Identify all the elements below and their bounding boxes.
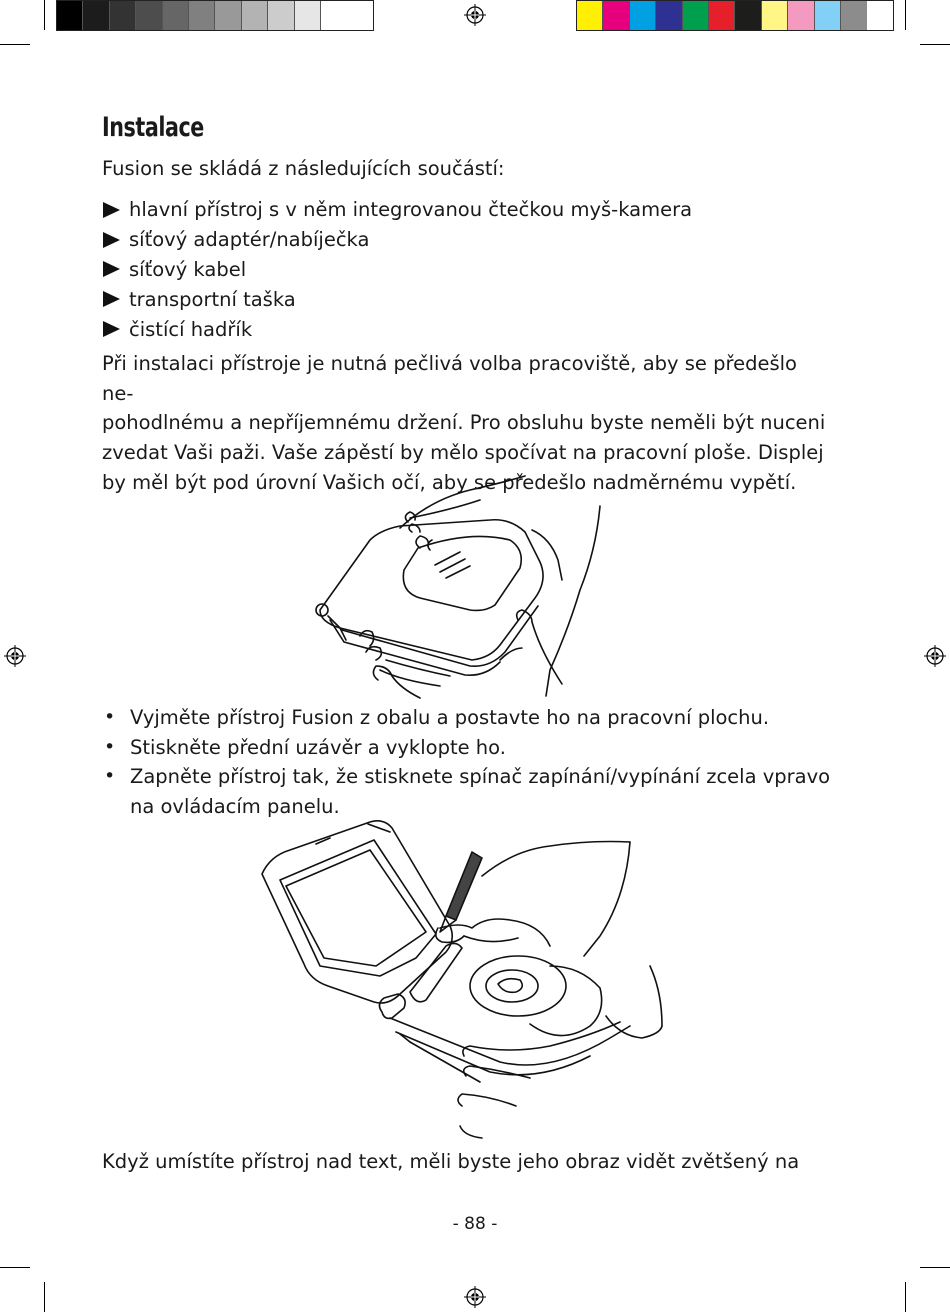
- list-item: • Vyjměte přístroj Fusion z obalu a postavte ho na pracovní plochu.: [102, 703, 832, 733]
- paragraph-line: pohodlnému a nepříjemnému držení. Pro obsluhu byste neměli být nuceni: [102, 411, 826, 435]
- color-swatch: [735, 1, 761, 30]
- color-swatch: [815, 1, 841, 30]
- intro-text: Fusion se skládá z následujících součástí:: [102, 157, 505, 180]
- color-swatch: [603, 1, 629, 30]
- paragraph-line: Při instalaci přístroje je nutná pečlivá volba pracoviště, aby se předešlo ne-: [102, 352, 797, 405]
- triangle-bullet-icon: [103, 202, 120, 218]
- triangle-bullet-icon: [103, 321, 120, 337]
- gray-swatch: [295, 1, 321, 30]
- triangle-bullet-icon: [103, 232, 120, 248]
- steps-list: [102, 703, 832, 821]
- gray-swatch: [215, 1, 241, 30]
- gray-swatch: [321, 1, 347, 30]
- gray-swatch: [268, 1, 294, 30]
- gray-swatch: [189, 1, 215, 30]
- open-device-illustration: [250, 816, 670, 1146]
- registration-mark-left-icon: [4, 645, 26, 667]
- color-swatch: [683, 1, 709, 30]
- list-item: • Zapněte přístroj tak, že stisknete spínač zapínání/vypínání zcela vpravo na ovládacím panelu.: [102, 762, 832, 821]
- paragraph-line: zvedat Vaši paži. Vaše zápěstí by mělo spočívat na pracovní ploše. Displej: [102, 441, 824, 465]
- crop-mark-top-left-v: [44, 0, 45, 30]
- crop-mark-bottom-right-v: [905, 1282, 906, 1312]
- list-item: • Stiskněte přední uzávěr a vyklopte ho.: [102, 733, 832, 763]
- bullet-dot-icon: •: [104, 706, 116, 728]
- closed-device-hands-illustration: [300, 470, 620, 700]
- component-list: [102, 195, 692, 344]
- list-item: transportní taška: [102, 284, 692, 314]
- list-item: síťový adaptér/nabíječka: [102, 225, 692, 255]
- color-swatch: [709, 1, 735, 30]
- bullet-dot-icon: •: [104, 765, 116, 787]
- triangle-bullet-icon: [103, 261, 120, 277]
- gray-swatch: [136, 1, 162, 30]
- list-item: hlavní přístroj s v něm integrovanou čtečkou myš-kamera: [102, 195, 692, 225]
- registration-mark-bottom-icon: [464, 1286, 486, 1308]
- list-item: čistící hadřík: [102, 314, 692, 344]
- color-swatch: [762, 1, 788, 30]
- color-swatch: [788, 1, 814, 30]
- page-number: - 88 -: [452, 1214, 498, 1234]
- list-item: síťový kabel: [102, 255, 692, 285]
- crop-mark-top-right-v: [905, 0, 906, 30]
- crop-mark-bottom-left-v: [44, 1282, 45, 1312]
- color-swatch: [577, 1, 603, 30]
- color-swatch: [656, 1, 682, 30]
- registration-mark-top-icon: [464, 4, 486, 26]
- gray-swatch: [83, 1, 109, 30]
- gray-swatch: [242, 1, 268, 30]
- registration-mark-right-icon: [924, 645, 946, 667]
- gray-swatch: [110, 1, 136, 30]
- triangle-bullet-icon: [103, 291, 120, 307]
- grayscale-calibration-bar: [56, 0, 374, 31]
- color-swatch: [630, 1, 656, 30]
- bullet-dot-icon: •: [104, 735, 116, 758]
- paragraph-line: by měl být pod úrovní Vašich očí, aby se předešlo nadměrnému vypětí.: [102, 470, 797, 494]
- section-title: Instalace: [102, 112, 204, 143]
- crop-mark-top-right-h: [920, 44, 950, 45]
- color-calibration-bar: [576, 0, 894, 31]
- crop-mark-bottom-right-h: [920, 1267, 950, 1268]
- crop-mark-top-left-h: [0, 44, 30, 45]
- gray-swatch: [163, 1, 189, 30]
- crop-mark-bottom-left-h: [0, 1267, 30, 1268]
- gray-swatch: [57, 1, 83, 30]
- closing-text: Když umístíte přístroj nad text, měli byste jeho obraz vidět zvětšený na: [102, 1150, 800, 1173]
- color-swatch: [841, 1, 867, 30]
